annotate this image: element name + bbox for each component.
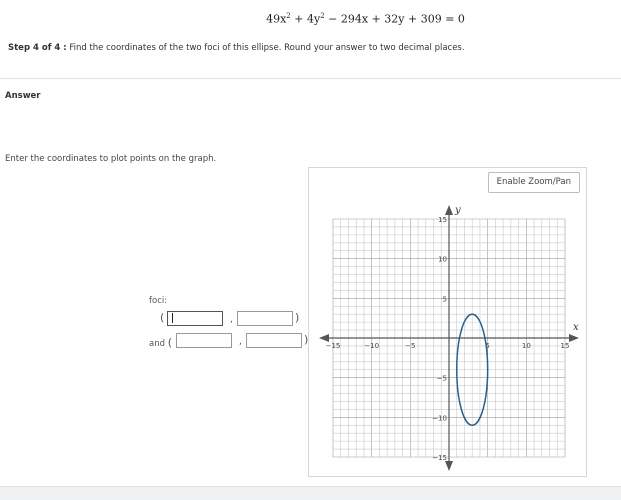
y-tick-label: −5 (436, 374, 447, 383)
answer-heading: Answer (5, 91, 41, 101)
focus2-open-paren: ( (167, 336, 172, 349)
x-axis-arrow-right (569, 334, 579, 342)
coordinate-graph[interactable] (309, 168, 586, 476)
x-tick-label: 5 (485, 342, 490, 350)
step-label: Step 4 of 4 : (8, 43, 67, 53)
x-tick-label: 10 (521, 342, 531, 350)
focus1-x-input[interactable] (167, 311, 223, 326)
text-caret (172, 313, 173, 323)
y-axis-arrow-up (445, 205, 453, 215)
focus2-close-paren: ) (304, 333, 309, 346)
problem-equation (0, 12, 621, 26)
focus1-y-input[interactable] (237, 311, 293, 326)
x-tick-label: −5 (405, 342, 416, 350)
step-text: Find the coordinates of the two foci of this ellipse. Round your answer to two decimal places. (66, 43, 465, 53)
graph-instructions: Enter the coordinates to plot points on the graph. (5, 154, 217, 164)
focus2-comma: , (239, 337, 242, 347)
equation-term-1: 49x (266, 12, 287, 26)
step-instruction (8, 43, 465, 53)
y-tick-label: −10 (432, 414, 447, 423)
and-text: and (149, 339, 165, 349)
page-footer (0, 486, 621, 500)
focus2-x-input[interactable] (176, 333, 232, 348)
enable-zoom-pan-button[interactable]: Enable Zoom/Pan (488, 172, 580, 193)
focus2-y-input[interactable] (246, 333, 302, 348)
y-tick-label: 10 (438, 255, 447, 264)
y-tick-label: −15 (432, 454, 447, 462)
graph-panel (308, 167, 587, 477)
equation-exponent-2: 2 (320, 12, 325, 20)
x-tick-label: −10 (364, 342, 380, 350)
y-tick-label: 15 (438, 216, 447, 224)
and-label (149, 336, 172, 349)
y-axis-label: y (455, 205, 461, 216)
x-axis-arrow-left (319, 334, 329, 342)
x-tick-label: −15 (325, 342, 341, 350)
x-axis-label: x (573, 322, 579, 333)
focus1-open-paren: ( (160, 311, 165, 324)
x-tick-label: 15 (560, 342, 570, 350)
equation-term-2: + 4y (290, 12, 321, 26)
equation-rest: − 294x + 32y + 309 = 0 (324, 12, 465, 26)
foci-label: foci: (149, 296, 168, 306)
focus1-comma: , (230, 315, 233, 325)
equation-exponent-1: 2 (286, 12, 291, 20)
section-divider (0, 78, 621, 79)
y-axis-arrow-down (445, 461, 453, 471)
focus1-close-paren: ) (295, 311, 300, 324)
y-tick-label: 5 (442, 295, 447, 304)
